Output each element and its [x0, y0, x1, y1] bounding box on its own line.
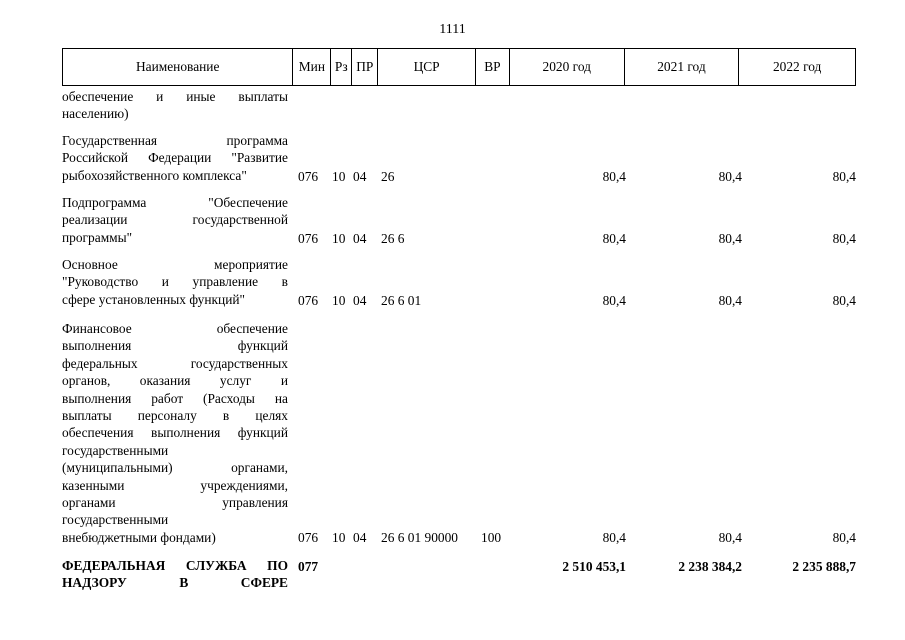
table-row — [62, 194, 856, 247]
row-name-line: населению) — [62, 106, 129, 122]
row-name-line: реализации государственной — [62, 212, 288, 228]
row-name — [62, 256, 288, 308]
row-name-line: НАДЗОРУ В СФЕРЕ — [62, 575, 288, 591]
header-2020: 2020 год — [510, 49, 625, 85]
cell-2020: 80,4 — [602, 230, 626, 246]
row-name-line: органов, оказания услуг и — [62, 373, 288, 389]
cell-2021: 2 238 384,2 — [678, 558, 742, 574]
cell-csr: 26 6 01 — [381, 292, 422, 308]
row-name — [62, 194, 288, 246]
cell-rz: 10 — [332, 292, 346, 308]
cell-2022: 80,4 — [832, 230, 856, 246]
table-row — [62, 132, 856, 185]
row-name-line: Основное мероприятие — [62, 257, 288, 272]
header-2021: 2021 год — [625, 49, 740, 85]
row-name-line: выполнения функций — [62, 338, 288, 354]
cell-pr: 04 — [353, 168, 367, 184]
row-name — [62, 132, 288, 184]
row-name — [62, 320, 288, 546]
row-name-line: Российской Федерации "Развитие — [62, 150, 288, 166]
cell-2022: 80,4 — [832, 168, 856, 184]
cell-csr: 26 — [381, 168, 395, 184]
cell-2022: 80,4 — [832, 529, 856, 545]
row-name-line: казенными учреждениями, — [62, 477, 288, 493]
table-row — [62, 256, 856, 309]
header-vr: ВР — [476, 49, 510, 85]
row-name-line: выплаты персоналу в целях — [62, 408, 288, 424]
row-name-line: (муниципальными) органами, — [62, 460, 288, 476]
table-row — [62, 88, 856, 123]
row-name-line: ФЕДЕРАЛЬНАЯ СЛУЖБА ПО — [62, 558, 288, 573]
row-name-line: программы" — [62, 229, 133, 245]
header-2022: 2022 год — [772, 59, 822, 74]
cell-rz: 10 — [332, 230, 346, 246]
row-name-line: федеральных государственных — [62, 355, 288, 371]
cell-min: 076 — [298, 168, 319, 184]
row-name — [62, 557, 288, 592]
row-name-line: "Руководство и управление в — [62, 274, 288, 290]
cell-rz: 10 — [332, 529, 346, 545]
row-name — [62, 88, 288, 123]
cell-pr: 04 — [353, 529, 367, 545]
cell-rz: 10 — [332, 168, 346, 184]
cell-2020: 2 510 453,1 — [562, 558, 626, 574]
row-name-line: Подпрограмма "Обеспечение — [62, 195, 288, 210]
cell-min: 076 — [298, 529, 319, 545]
cell-2022: 2 235 888,7 — [792, 558, 856, 574]
header-pr: ПР — [352, 49, 378, 85]
cell-min: 076 — [298, 230, 319, 246]
cell-min: 077 — [298, 558, 319, 574]
cell-pr: 04 — [353, 292, 367, 308]
row-name-line: Государственная программа — [62, 133, 288, 148]
table-row — [62, 557, 856, 592]
cell-csr: 26 6 — [381, 230, 405, 246]
header-csr: ЦСР — [378, 49, 476, 85]
page-number: 1111 — [439, 22, 466, 37]
row-name-line: сфере установленных функций" — [62, 291, 245, 307]
table-header — [62, 48, 856, 86]
row-name-line: государственными — [62, 512, 169, 528]
cell-min: 076 — [298, 292, 319, 308]
cell-csr: 26 6 01 90000 — [381, 529, 458, 545]
row-name-line: внебюджетными фондами) — [62, 529, 216, 545]
cell-2020: 80,4 — [602, 529, 626, 545]
cell-2022: 80,4 — [832, 292, 856, 308]
row-name-line: обеспечения выполнения функций — [62, 425, 288, 441]
row-name-line: Финансовое обеспечение — [62, 321, 288, 336]
cell-2020: 80,4 — [602, 292, 626, 308]
row-name-line: рыбохозяйственного комплекса" — [62, 167, 247, 183]
row-name-line: органами управления — [62, 495, 288, 511]
row-name-line: обеспечение и иные выплаты — [62, 89, 288, 104]
header-name: Наименование — [63, 49, 293, 85]
cell-2021: 80,4 — [718, 529, 742, 545]
table-row — [62, 320, 856, 546]
row-name-line: выполнения работ (Расходы на — [62, 390, 288, 406]
cell-vr: 100 — [481, 529, 502, 545]
row-name-line: государственными — [62, 442, 169, 458]
cell-2021: 80,4 — [718, 292, 742, 308]
header-min: Мин — [293, 49, 331, 85]
cell-pr: 04 — [353, 230, 367, 246]
cell-2021: 80,4 — [718, 230, 742, 246]
header-rz: Рз — [331, 49, 352, 85]
cell-2020: 80,4 — [602, 168, 626, 184]
cell-2021: 80,4 — [718, 168, 742, 184]
